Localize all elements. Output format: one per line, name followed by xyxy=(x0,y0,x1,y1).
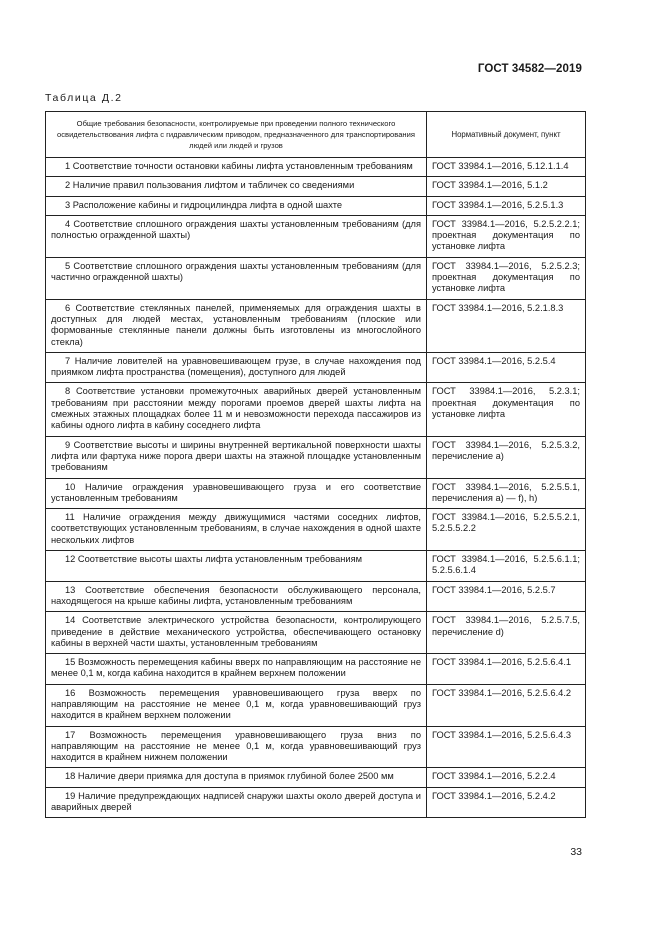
requirement-cell: 18 Наличие двери приямка для доступа в приямок глубиной более 2500 мм xyxy=(46,768,427,787)
page-number: 33 xyxy=(570,846,582,858)
reference-cell: ГОСТ 33984.1—2016, 5.2.5.6.4.1 xyxy=(427,654,586,685)
table-row xyxy=(46,177,586,196)
requirement-cell: 10 Наличие ограждения уравновешивающего груза и его соответствие установленным требованиям xyxy=(46,478,427,509)
requirement-cell: 16 Возможность перемещения уравновешивающего груза вверх по направляющим на расстояние не менее 0,1 м, когда уравновешивающий груз находится в крайнем верхнем положении xyxy=(46,684,427,726)
requirement-cell: 12 Соответствие высоты шахты лифта установленным требованиям xyxy=(46,551,427,582)
reference-cell: ГОСТ 33984.1—2016, 5.2.5.2.2.1; проектная документация по установке лифта xyxy=(427,215,586,257)
table-body xyxy=(46,158,586,818)
requirement-cell: 14 Соответствие электрического устройства безопасности, контролирующего приведение в действие механического устройства, обеспечивающего остановку кабины в верхней части шахты, установленным требованиям xyxy=(46,612,427,654)
table-row xyxy=(46,215,586,257)
requirement-cell: 13 Соответствие обеспечения безопасности обслуживающего персонала, находящегося на крыше кабины лифта, установленным требованиям xyxy=(46,581,427,612)
reference-cell: ГОСТ 33984.1—2016, 5.2.5.4 xyxy=(427,352,586,383)
reference-cell: ГОСТ 33984.1—2016, 5.1.2 xyxy=(427,177,586,196)
table-row xyxy=(46,436,586,478)
table-row xyxy=(46,196,586,215)
requirements-table xyxy=(45,111,586,818)
table-row xyxy=(46,768,586,787)
table-label: Таблица Д.2 xyxy=(45,92,123,104)
reference-cell: ГОСТ 33984.1—2016, 5.2.5.5.1, перечисления а) — f), h) xyxy=(427,478,586,509)
reference-cell: ГОСТ 33984.1—2016, 5.2.5.6.4.3 xyxy=(427,726,586,768)
requirement-cell: 7 Наличие ловителей на уравновешивающем грузе, в случае нахождения под приямком лифта пространства (помещения), доступного для людей xyxy=(46,352,427,383)
table-row xyxy=(46,654,586,685)
table-row xyxy=(46,299,586,352)
table-row xyxy=(46,509,586,551)
reference-cell: ГОСТ 33984.1—2016, 5.2.5.2.3; проектная документация по установке лифта xyxy=(427,257,586,299)
table-row xyxy=(46,478,586,509)
requirement-cell: 4 Соответствие сплошного ограждения шахты установленным требованиям (для полностью огражденной шахты) xyxy=(46,215,427,257)
header-requirements: Общие требования безопасности, контролируемые при проведении полного технического освидетельствования лифта с гидравлическим приводом, предназначенного для транспортирования людей или людей и грузов xyxy=(46,112,427,158)
requirement-cell: 17 Возможность перемещения уравновешивающего груза вниз по направляющим на расстояние не менее 0,1 м, когда уравновешивающий груз находится в крайнем нижнем положении xyxy=(46,726,427,768)
requirement-cell: 1 Соответствие точности остановки кабины лифта установленным требованиям xyxy=(46,158,427,177)
table-header-row xyxy=(46,112,586,158)
reference-cell: ГОСТ 33984.1—2016, 5.2.5.3.2, перечисление а) xyxy=(427,436,586,478)
reference-cell: ГОСТ 33984.1—2016, 5.2.5.5.2.1, 5.2.5.5.2.2 xyxy=(427,509,586,551)
requirement-cell: 6 Соответствие стеклянных панелей, применяемых для ограждения шахты в доступных для людей местах, установленным требованиям (плоские или формованные стеклянные панели должны быть изготовлены из многослойного стекла) xyxy=(46,299,427,352)
reference-cell: ГОСТ 33984.1—2016, 5.2.2.4 xyxy=(427,768,586,787)
document-code: ГОСТ 34582—2019 xyxy=(477,63,582,75)
requirement-cell: 9 Соответствие высоты и ширины внутренней вертикальной поверхности шахты лифта или фартука ниже порога двери шахты на этажной площадке установленным требованиям xyxy=(46,436,427,478)
table-row xyxy=(46,581,586,612)
requirement-cell: 11 Наличие ограждения между движущимися частями соседних лифтов, соответствующих установленным требованиям, в случае нахождения в одной шахте нескольких лифтов xyxy=(46,509,427,551)
reference-cell: ГОСТ 33984.1—2016, 5.12.1.1.4 xyxy=(427,158,586,177)
table-row xyxy=(46,158,586,177)
table-row xyxy=(46,257,586,299)
requirement-cell: 5 Соответствие сплошного ограждения шахты установленным требованиям (для частично огражденной шахты) xyxy=(46,257,427,299)
table-row xyxy=(46,684,586,726)
reference-cell: ГОСТ 33984.1—2016, 5.2.1.8.3 xyxy=(427,299,586,352)
table-row xyxy=(46,787,586,818)
requirement-cell: 15 Возможность перемещения кабины вверх по направляющим на расстояние не менее 0,1 м, когда кабина находится в крайнем верхнем положении xyxy=(46,654,427,685)
reference-cell: ГОСТ 33984.1—2016, 5.2.5.6.4.2 xyxy=(427,684,586,726)
table-row xyxy=(46,352,586,383)
reference-cell: ГОСТ 33984.1—2016, 5.2.4.2 xyxy=(427,787,586,818)
table-row xyxy=(46,612,586,654)
table-row xyxy=(46,551,586,582)
requirement-cell: 2 Наличие правил пользования лифтом и табличек со сведениями xyxy=(46,177,427,196)
reference-cell: ГОСТ 33984.1—2016, 5.2.5.7 xyxy=(427,581,586,612)
reference-cell: ГОСТ 33984.1—2016, 5.2.5.6.1.1; 5.2.5.6.1.4 xyxy=(427,551,586,582)
requirement-cell: 19 Наличие предупреждающих надписей снаружи шахты около дверей доступа и аварийных дверей xyxy=(46,787,427,818)
table-row xyxy=(46,726,586,768)
requirement-cell: 3 Расположение кабины и гидроцилиндра лифта в одной шахте xyxy=(46,196,427,215)
table-row xyxy=(46,383,586,436)
reference-cell: ГОСТ 33984.1—2016, 5.2.5.1.3 xyxy=(427,196,586,215)
reference-cell: ГОСТ 33984.1—2016, 5.2.5.7.5, перечисление d) xyxy=(427,612,586,654)
reference-cell: ГОСТ 33984.1—2016, 5.2.3.1; проектная документация по установке лифта xyxy=(427,383,586,436)
header-normative-document: Нормативный документ, пункт xyxy=(427,112,586,158)
requirement-cell: 8 Соответствие установки промежуточных аварийных дверей установленным требованиям при расстоянии между порогами проемов дверей шахты лифта на смежных этажных площадках более 11 м и невозможности перехода пассажиров из кабины одного лифта в кабину соседнего лифта xyxy=(46,383,427,436)
